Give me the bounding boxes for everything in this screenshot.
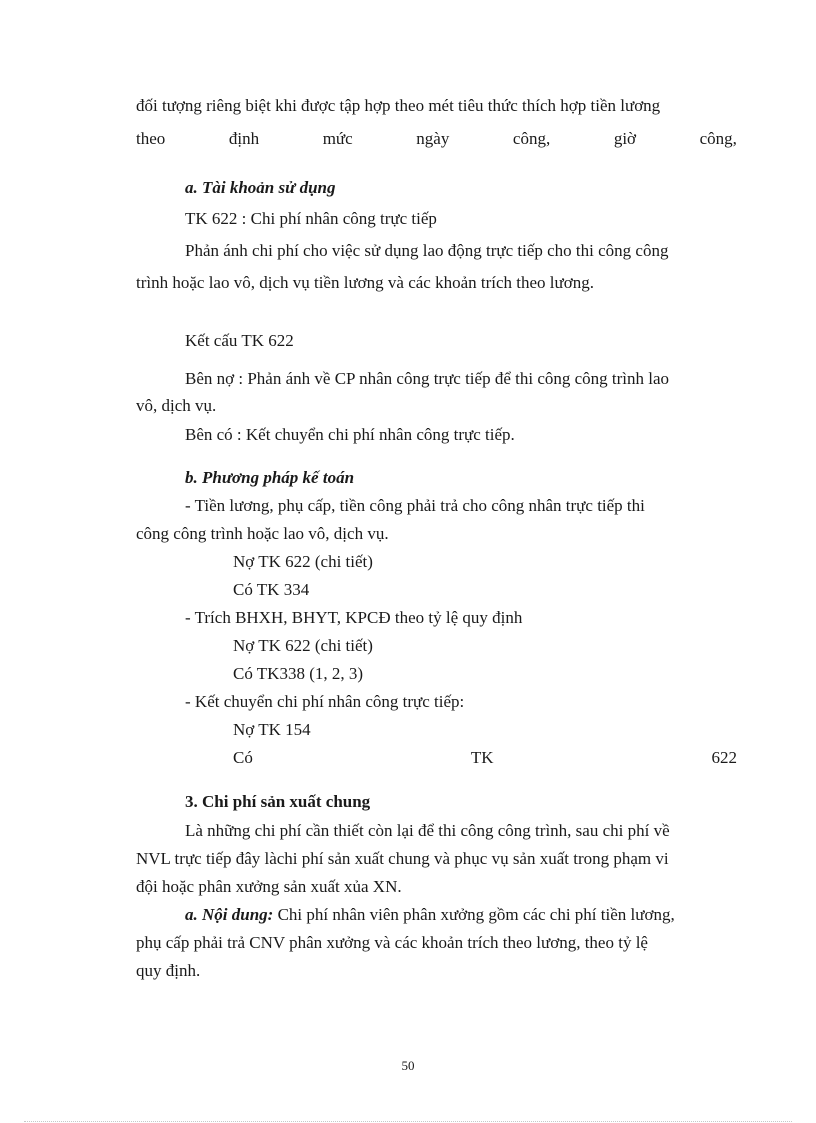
paragraph-line: Là những chi phí cần thiết còn lại để thi công công trình, sau chi phí về <box>185 821 670 840</box>
entry-line: Nợ TK 622 (chi tiết) <box>233 552 373 571</box>
paragraph-line: Phản ánh chi phí cho việc sử dụng lao động trực tiếp cho thi công công <box>185 241 669 260</box>
paragraph-line: trình hoặc lao vô, dịch vụ tiền lương và các khoản trích theo lương. <box>136 273 594 292</box>
paragraph-line: quy định. <box>136 961 201 980</box>
paragraph-line: vô, dịch vụ. <box>136 396 217 415</box>
paragraph-line: Kết cấu TK 622 <box>185 331 294 350</box>
paragraph-line: - Kết chuyển chi phí nhân công trực tiếp: <box>185 692 465 711</box>
paragraph-line: TK 622 : Chi phí nhân công trực tiếp <box>185 209 437 228</box>
word: theo <box>136 129 166 148</box>
entry-line: Có TK 334 <box>233 580 310 599</box>
word: 622 <box>711 748 737 767</box>
section-a-heading: a. Tài khoản sử dụng <box>185 178 336 197</box>
word: công, <box>512 129 551 148</box>
word: công, <box>699 129 737 148</box>
paragraph-line: - Tiền lương, phụ cấp, tiền công phải trả cho công nhân trực tiếp thi <box>185 496 645 515</box>
entry-line: Nợ TK 622 (chi tiết) <box>233 636 373 655</box>
entry-line: Nợ TK 154 <box>233 720 311 739</box>
paragraph-line: công công trình hoặc lao vô, dịch vụ. <box>136 524 389 543</box>
entry-line-justified <box>233 748 737 768</box>
word: Có <box>233 748 253 767</box>
paragraph-line: phụ cấp phải trả CNV phân xưởng và các khoản trích theo lương, theo tỷ lệ <box>136 933 648 952</box>
word: TK <box>470 748 494 767</box>
section-b-heading: b. Phương pháp kế toán <box>185 468 355 487</box>
paragraph-line: Bên nợ : Phản ánh về CP nhân công trực tiếp để thi công công trình lao <box>185 369 670 388</box>
word: ngày <box>416 129 450 148</box>
paragraph-line: Bên có : Kết chuyển chi phí nhân công trực tiếp. <box>185 425 515 444</box>
section-3-heading: 3. Chi phí sản xuất chung <box>185 792 371 811</box>
entry-line: Có TK338 (1, 2, 3) <box>233 664 364 683</box>
paragraph-line <box>185 905 675 925</box>
word: giờ <box>613 129 637 148</box>
paragraph-line-justified <box>136 129 737 149</box>
noi-dung-text: Chi phí nhân viên phân xưởng gồm các chi phí tiền lương, <box>273 905 675 924</box>
paragraph-line: NVL trực tiếp đây làchi phí sản xuất chung và phục vụ sản xuất trong phạm vi <box>136 849 669 868</box>
paragraph-line: đội hoặc phân xưởng sản xuất xủa XN. <box>136 877 402 896</box>
noi-dung-label: a. Nội dung: <box>185 905 274 924</box>
page-bottom-divider <box>24 1121 792 1122</box>
page-number: 50 <box>401 1058 415 1073</box>
paragraph-line: đối tượng riêng biệt khi được tập hợp theo mét tiêu thức thích hợp tiền lương <box>136 96 661 115</box>
word: mức <box>322 129 353 148</box>
word: định <box>228 129 260 148</box>
paragraph-line: - Trích BHXH, BHYT, KPCĐ theo tỷ lệ quy định <box>185 608 523 627</box>
